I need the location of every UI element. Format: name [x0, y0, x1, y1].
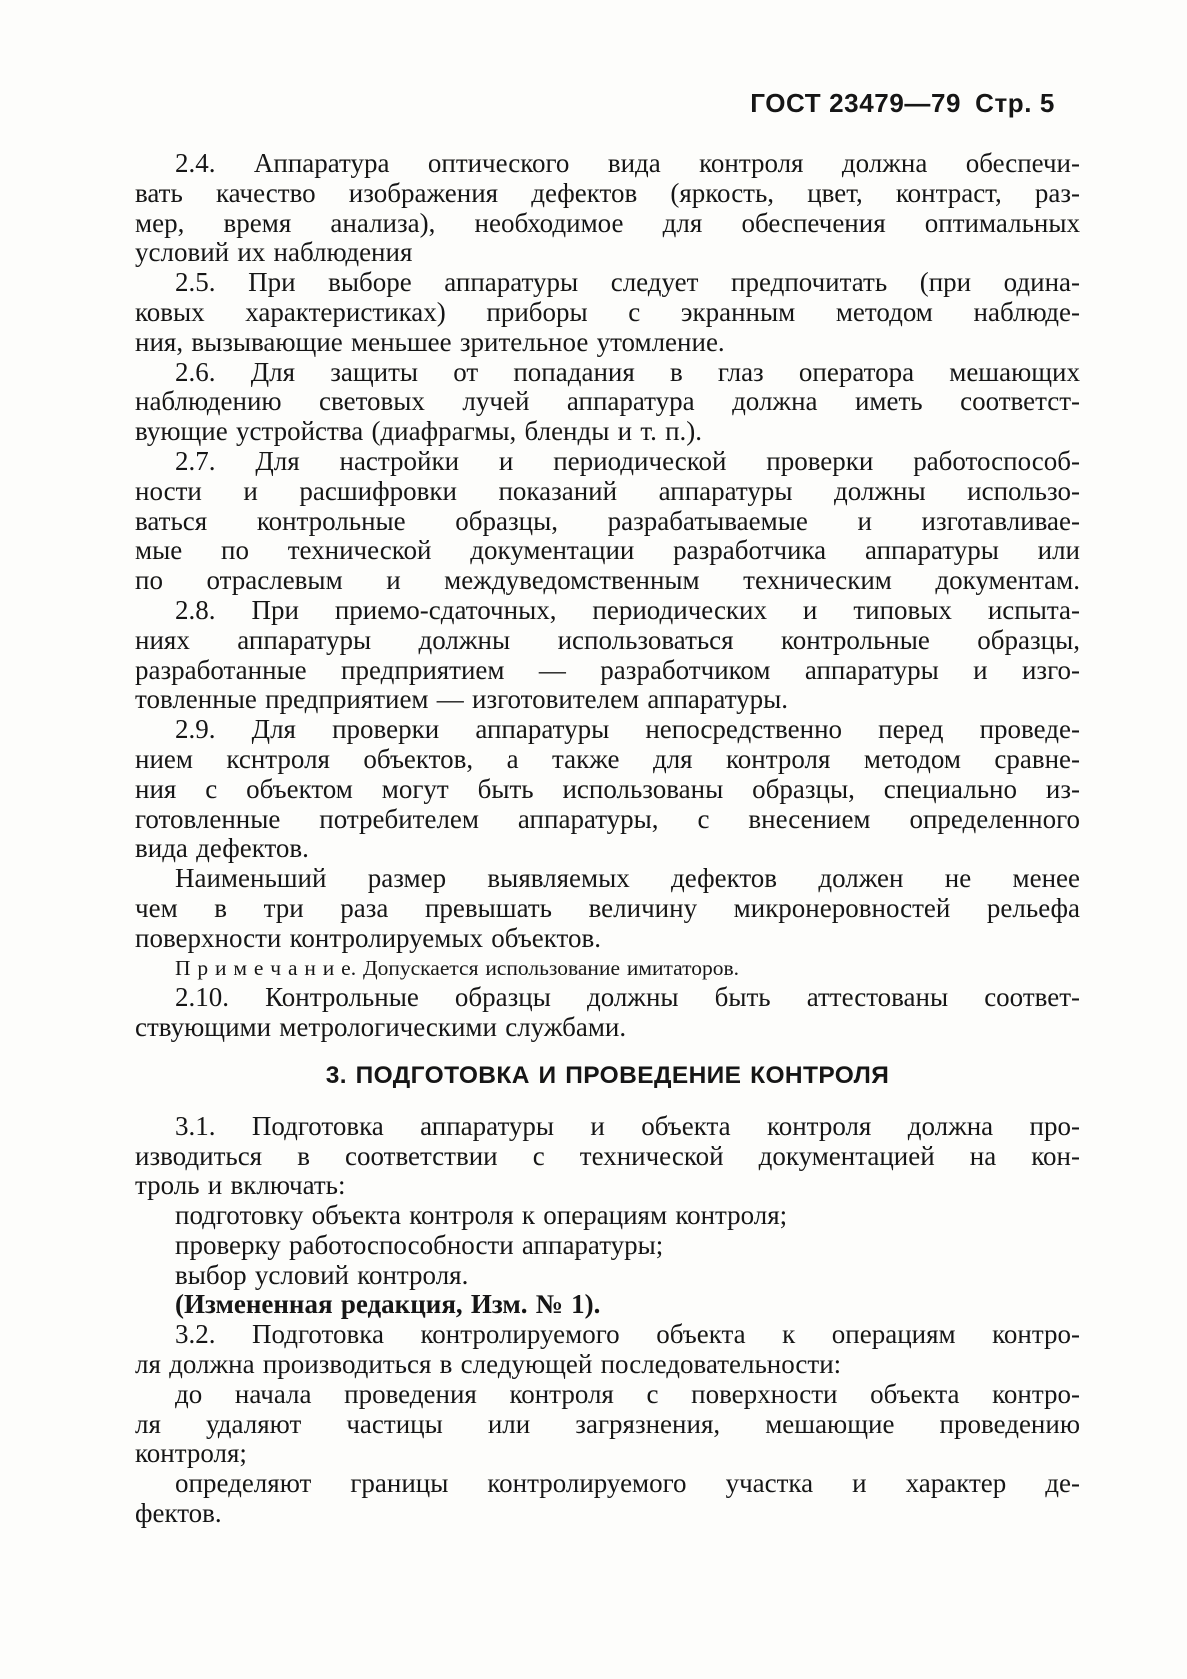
text-line: вать качество изображения дефектов (яркость, цвет, контраст, раз-	[135, 177, 1080, 208]
text-line: 2.6. Для защиты от попадания в глаз оператора мешающих	[175, 356, 1080, 387]
text-line: выбор условий контроля.	[175, 1259, 469, 1290]
text-line: подготовку объекта контроля к операциям контроля;	[175, 1200, 788, 1231]
paragraph-2-8	[135, 596, 1080, 715]
text-line: ниях аппаратуры должны использоваться контрольные образцы,	[135, 624, 1080, 655]
text-line: 2.7. Для настройки и периодической проверки работоспособ-	[175, 445, 1080, 476]
text-line: проверку работоспособности аппаратуры;	[175, 1229, 664, 1260]
paragraph-2-5	[135, 268, 1080, 357]
text-line: изводиться в соответствии с технической документацией на кон-	[135, 1140, 1080, 1171]
section-heading-3	[135, 1061, 1080, 1091]
text-line: 3. ПОДГОТОВКА И ПРОВЕДЕНИЕ КОНТРОЛЯ	[325, 1061, 890, 1089]
text-line: фектов.	[135, 1498, 222, 1529]
paragraph-3-2	[135, 1320, 1080, 1380]
text-line: ности и расшифровки показаний аппаратуры должны использо-	[135, 475, 1080, 506]
document-number: ГОСТ 23479—79	[750, 88, 962, 118]
text-line: троль и включать:	[135, 1170, 346, 1201]
running-header	[135, 88, 1055, 119]
text-line: контроля;	[135, 1438, 247, 1469]
text-line: 2.9. Для проверки аппаратуры непосредственно перед проведе-	[175, 714, 1080, 745]
paragraph-3-2-step-1	[135, 1380, 1080, 1469]
text-line: ваться контрольные образцы, разрабатываемые и изготавливае-	[135, 505, 1080, 536]
text-line: определяют границы контролируемого участка и характер де-	[175, 1468, 1080, 1499]
document-content	[135, 149, 1080, 1529]
text-line: нием кснтроля объектов, а также для контроля методом сравне-	[135, 743, 1080, 774]
text-line: 3.1. Подготовка аппаратуры и объекта контроля должна про-	[175, 1110, 1080, 1141]
text-line: 2.5. При выборе аппаратуры следует предпочитать (при одина-	[175, 267, 1080, 298]
paragraph-min-defect-size	[135, 864, 1080, 953]
text-line: по отраслевым и междуведомственным техническим документам.	[135, 565, 1080, 596]
text-line: ния с объектом могут быть использованы образцы, специально из-	[135, 773, 1080, 804]
text-line: наблюдению световых лучей аппаратура должна иметь соответст-	[135, 386, 1080, 417]
text-line: чем в три раза превышать величину микронеровностей рельефа	[135, 892, 1080, 923]
text-line: ля должна производиться в следующей последовательности:	[135, 1349, 842, 1380]
text-line: П р и м е ч а н и е. Допускается использование имитаторов.	[175, 955, 740, 980]
text-line: (Измененная редакция, Изм. № 1).	[175, 1289, 601, 1320]
text-line: 2.4. Аппаратура оптического вида контроля должна обеспечи-	[175, 148, 1080, 178]
note	[135, 954, 1080, 984]
paragraph-3-2-step-2	[135, 1469, 1080, 1529]
paragraph-2-9	[135, 715, 1080, 864]
text-line: условий их наблюдения	[135, 237, 413, 268]
paragraph-3-1	[135, 1112, 1080, 1201]
text-line: вующие устройства (диафрагмы, бленды и т. п.).	[135, 416, 703, 447]
text-line: вида дефектов.	[135, 833, 309, 864]
paragraph-2-10	[135, 983, 1080, 1043]
text-line: мые по технической документации разработчика аппаратуры или	[135, 535, 1080, 566]
text-line: товленные предприятием — изготовителем аппаратуры.	[135, 684, 789, 715]
text-line: готовленные потребителем аппаратуры, с внесением определенного	[135, 803, 1080, 834]
text-line: 3.2. Подготовка контролируемого объекта к операциям контро-	[175, 1319, 1080, 1350]
paragraph-2-4	[135, 149, 1080, 268]
paragraph-2-7	[135, 447, 1080, 596]
text-line: ния, вызывающие меньшее зрительное утомление.	[135, 326, 725, 357]
paragraph-2-6	[135, 358, 1080, 447]
text-line: Наименьший размер выявляемых дефектов должен не менее	[175, 863, 1080, 894]
text-line: ля удаляют частицы или загрязнения, мешающие проведению	[135, 1408, 1080, 1439]
text-line: разработанные предприятием — разработчиком аппаратуры и изго-	[135, 654, 1080, 685]
text-line: мер, время анализа), необходимое для обеспечения оптимальных	[135, 207, 1080, 238]
text-line: поверхности контролируемых объектов.	[135, 922, 601, 953]
text-line: 2.10. Контрольные образцы должны быть аттестованы соответ-	[175, 982, 1080, 1013]
text-line: 2.8. При приемо-сдаточных, периодических и типовых испыта-	[175, 594, 1080, 625]
text-line: ствующими метрологическими службами.	[135, 1012, 627, 1043]
text-line: до начала проведения контроля с поверхности объекта контро-	[175, 1378, 1080, 1409]
list-3-1	[135, 1201, 1080, 1290]
text-line: ковых характеристиках) приборы с экранным методом наблюде-	[135, 296, 1080, 327]
page-number: Стр. 5	[975, 88, 1055, 118]
amended-revision-note	[135, 1290, 1080, 1320]
